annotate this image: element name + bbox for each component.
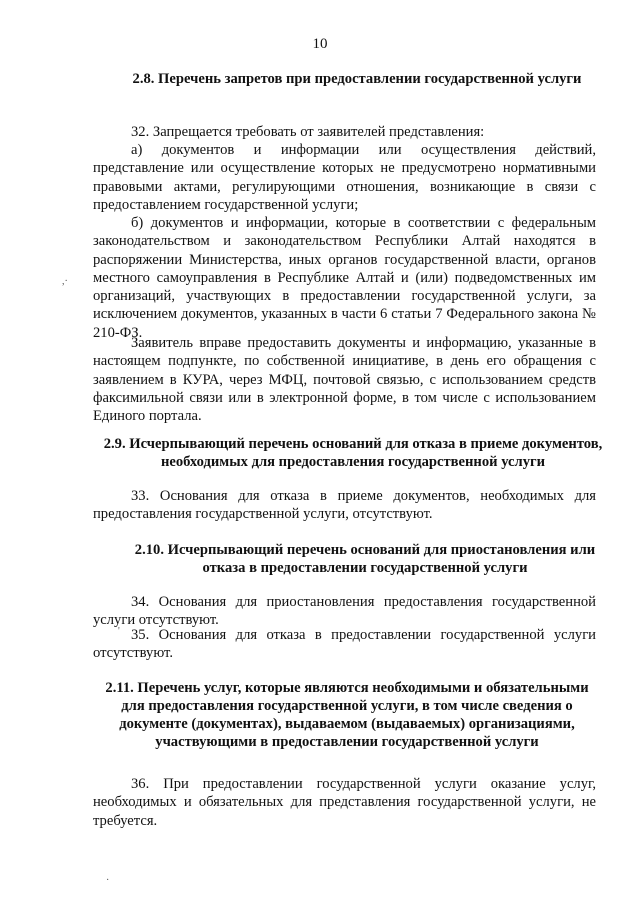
paragraph-32-a: а) документов и информации или осуществления действий, представление или осуществление которых не предусмотрено нормативными правовыми актами, регулирующими отношения, возникающие в связи с предоставлением государственной услуги; [93,142,596,213]
paragraph-32-b: б) документов и информации, которые в соответствии с федеральным законодательством и законодательством Республики Алтай находятся в распоряжении Министерства, иных органов государственной власти, органов местного самоуправления в Республике Алтай и (или) подведомственных им организаций, участвующих в предоставлении государственной услуги, за исключением документов, указанных в части 6 статьи 7 Федерального закона № 210-ФЗ. [93,215,596,341]
section-heading-2-10: 2.10. Исчерпывающий перечень оснований для приостановления или отказа в предоставлении государственной услуги [134,542,596,576]
scan-speck: ' [118,626,120,637]
paragraph-36: 36. При предоставлении государственной услуги оказание услуг, необходимых и обязательных для представления государственной услуги, не требуется. [93,776,596,829]
section-heading-2-8: 2.8. Перечень запретов при предоставлении государственной услуги [132,71,582,87]
paragraph-33: 33. Основания для отказа в приеме документов, необходимых для предоставления государственной услуги, отсутствуют. [93,488,596,523]
paragraph-32: 32. Запрещается требовать от заявителей представления: [131,124,485,140]
section-heading-2-11: 2.11. Перечень услуг, которые являются необходимыми и обязательными для предоставления государственной услуги, в том числе сведения о документе (документах), выдаваемом (выдаваемых) организациями, участвующими в предоставлении государственной услуги [105,680,589,750]
paragraph-applicant-right: Заявитель вправе предоставить документы и информацию, указанные в настоящем подпункте, по собственной инициативе, в день его обращения с заявлением в КУРА, через МФЦ, почтовой связью, с использованием средств факсимильной связи или в электронной форме, в том числе с использованием Единого портала. [93,335,596,425]
paragraph-35: 35. Основания для отказа в предоставлении государственной услуги отсутствуют. [93,627,596,662]
scan-speck: ,· [62,276,68,287]
section-heading-2-9: 2.9. Исчерпывающий перечень оснований для отказа в приеме документов, необходимых для предоставления государственной услуги [103,436,603,470]
page-number: 10 [312,36,328,52]
scan-speck: · [106,875,110,886]
paragraph-34: 34. Основания для приостановления предоставления государственной услуги отсутствуют. [93,594,596,629]
